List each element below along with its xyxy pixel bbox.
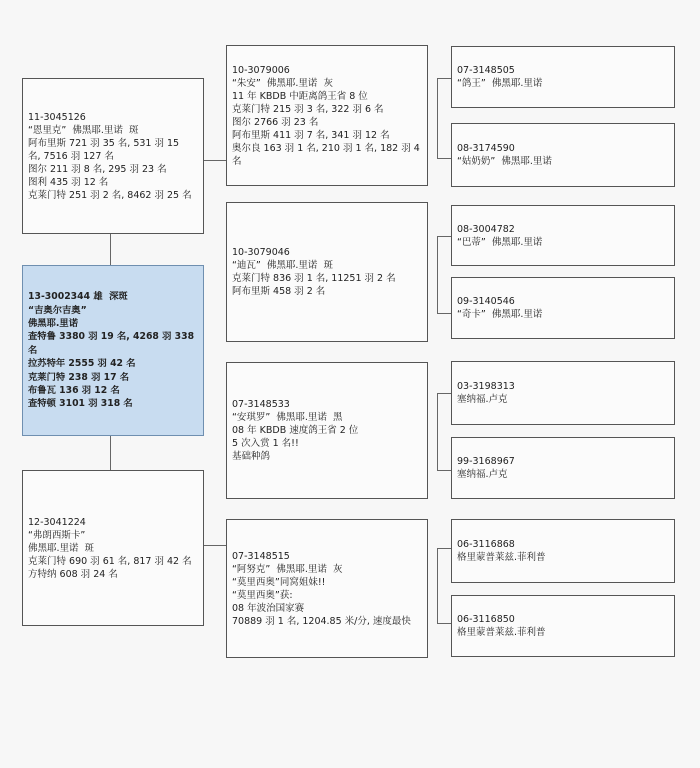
card-line: 06-3116850 xyxy=(457,614,515,625)
connector-gp3-top xyxy=(437,393,451,394)
card-line: 克莱门特 836 羽 1 名, 11251 羽 2 名 xyxy=(232,273,396,284)
card-line: 70889 羽 1 名, 1204.85 米/分, 速度最快 xyxy=(232,615,411,627)
card-line: 10-3079046 xyxy=(232,247,290,258)
connector-gp4 xyxy=(437,548,438,623)
card-line: 塞纳福.卢克 xyxy=(457,469,508,480)
card-line: “恩里克” 佛黑耶.里诺 斑 xyxy=(28,124,139,136)
great-grandparent-card-5 xyxy=(451,361,675,425)
card-line: 11 年 KBDB 中距离鸽王省 8 位 xyxy=(232,90,368,102)
connector-gp4-bottom xyxy=(437,623,451,624)
card-line: 12-3041224 xyxy=(28,516,86,528)
card-line: 克莱门特 690 羽 61 名, 817 羽 42 名 xyxy=(28,555,192,567)
card-line: 拉苏特年 2555 羽 42 名 xyxy=(28,358,136,370)
card-line: 佛黑耶.里诺 xyxy=(28,317,79,329)
card-line: 格里蒙普莱兹.菲利普 xyxy=(457,552,546,563)
card-line: 08-3174590 xyxy=(457,143,515,154)
connector-gp2 xyxy=(437,236,438,313)
card-line: 5 次入赏 1 名!! xyxy=(232,438,299,449)
card-line: 布鲁瓦 136 羽 12 名 xyxy=(28,385,120,397)
card-line: 克莱门特 238 羽 17 名 xyxy=(28,371,130,383)
card-line: 克莱门特 251 羽 2 名, 8462 羽 25 名 xyxy=(28,189,192,201)
card-line: “阿努克” 佛黑耶.里诺 灰 xyxy=(232,563,343,575)
connector-sire-subject xyxy=(110,234,111,265)
card-line: 09-3140546 xyxy=(457,296,515,307)
great-grandparent-card-6 xyxy=(451,437,675,499)
connector-subject-dam xyxy=(110,436,111,470)
card-line: 08-3004782 xyxy=(457,223,515,235)
card-line: 阿布里斯 721 羽 35 名, 531 羽 15 xyxy=(28,137,180,149)
card-line: 查特鲁 3380 羽 19 名, 4268 羽 338 xyxy=(28,331,195,343)
card-line: 名 xyxy=(28,344,38,356)
card-line: 06-3116868 xyxy=(457,539,515,550)
grandparent-card-3 xyxy=(226,362,428,499)
sire-card xyxy=(22,78,204,234)
card-line: 07-3148505 xyxy=(457,65,515,76)
card-line: 13-3002344 雄 深斑 xyxy=(28,291,128,303)
card-line: 99-3168967 xyxy=(457,456,515,467)
great-grandparent-card-1 xyxy=(451,46,675,108)
card-line: 基础种鸽 xyxy=(232,451,271,462)
card-line: 奥尔良 163 羽 1 名, 210 羽 1 名, 182 羽 4 xyxy=(232,142,420,154)
connector-gp2-top xyxy=(437,236,451,237)
card-line: 图利 435 羽 12 名 xyxy=(28,176,109,188)
connector-gp4-top xyxy=(437,548,451,549)
subject-card xyxy=(22,265,204,436)
great-grandparent-card-8 xyxy=(451,595,675,657)
card-line: 方特纳 608 羽 24 名 xyxy=(28,568,118,580)
connector-gp1-top xyxy=(437,78,451,79)
great-grandparent-card-3 xyxy=(451,205,675,266)
connector-gp3 xyxy=(437,393,438,470)
card-line: “莫里西奥”同窝姐妹!! xyxy=(232,576,326,588)
card-line: 08 年 KBDB 速度鸽王省 2 位 xyxy=(232,425,359,436)
card-line: “安琪罗” 佛黑耶.里诺 黑 xyxy=(232,412,343,423)
card-line: “巴蒂” 佛黑耶.里诺 xyxy=(457,236,543,248)
card-line: 名 xyxy=(232,155,242,167)
card-line: “弗朗西斯卡” xyxy=(28,529,86,541)
card-line: “朱安” 佛黑耶.里诺 灰 xyxy=(232,77,333,89)
card-line: “吉奥尔吉奥” xyxy=(28,304,87,316)
great-grandparent-card-4 xyxy=(451,277,675,339)
card-line: 03-3198313 xyxy=(457,381,515,392)
card-line: 11-3045126 xyxy=(28,111,86,123)
card-line: 查特顿 3101 羽 318 名 xyxy=(28,398,133,410)
card-line: 阿布里斯 411 羽 7 名, 341 羽 12 名 xyxy=(232,129,390,141)
card-line: 阿布里斯 458 羽 2 名 xyxy=(232,286,326,297)
grandparent-card-2 xyxy=(226,202,428,342)
card-line: 名, 7516 羽 127 名 xyxy=(28,150,114,162)
card-line: “莫里西奥”获: xyxy=(232,589,293,601)
card-line: 10-3079006 xyxy=(232,64,290,76)
card-line: 塞纳福.卢克 xyxy=(457,394,508,405)
card-line: “迪瓦” 佛黑耶.里诺 斑 xyxy=(232,260,333,271)
card-line: “奇卡” 佛黑耶.里诺 xyxy=(457,309,543,320)
great-grandparent-card-2 xyxy=(451,123,675,187)
grandparent-card-1 xyxy=(226,45,428,186)
card-line: 格里蒙普莱兹.菲利普 xyxy=(457,627,546,638)
connector-dam-link xyxy=(204,545,226,546)
dam-card xyxy=(22,470,204,626)
connector-gp3-bottom xyxy=(437,470,451,471)
connector-sire-link xyxy=(204,160,226,161)
card-line: “姑奶奶” 佛黑耶.里诺 xyxy=(457,156,552,167)
card-line: “鸽王” 佛黑耶.里诺 xyxy=(457,78,543,89)
connector-gp2-bottom xyxy=(437,313,451,314)
card-line: 图尔 2766 羽 23 名 xyxy=(232,116,319,128)
great-grandparent-card-7 xyxy=(451,519,675,583)
card-line: 图尔 211 羽 8 名, 295 羽 23 名 xyxy=(28,163,167,175)
connector-gp1-bottom xyxy=(437,158,451,159)
connector-gp1 xyxy=(437,78,438,158)
card-line: 08 年波治国家赛 xyxy=(232,602,305,614)
card-line: 07-3148515 xyxy=(232,550,290,562)
card-line: 克莱门特 215 羽 3 名, 322 羽 6 名 xyxy=(232,103,384,115)
card-line: 佛黑耶.里诺 斑 xyxy=(28,542,95,554)
grandparent-card-4 xyxy=(226,519,428,658)
card-line: 07-3148533 xyxy=(232,399,290,410)
